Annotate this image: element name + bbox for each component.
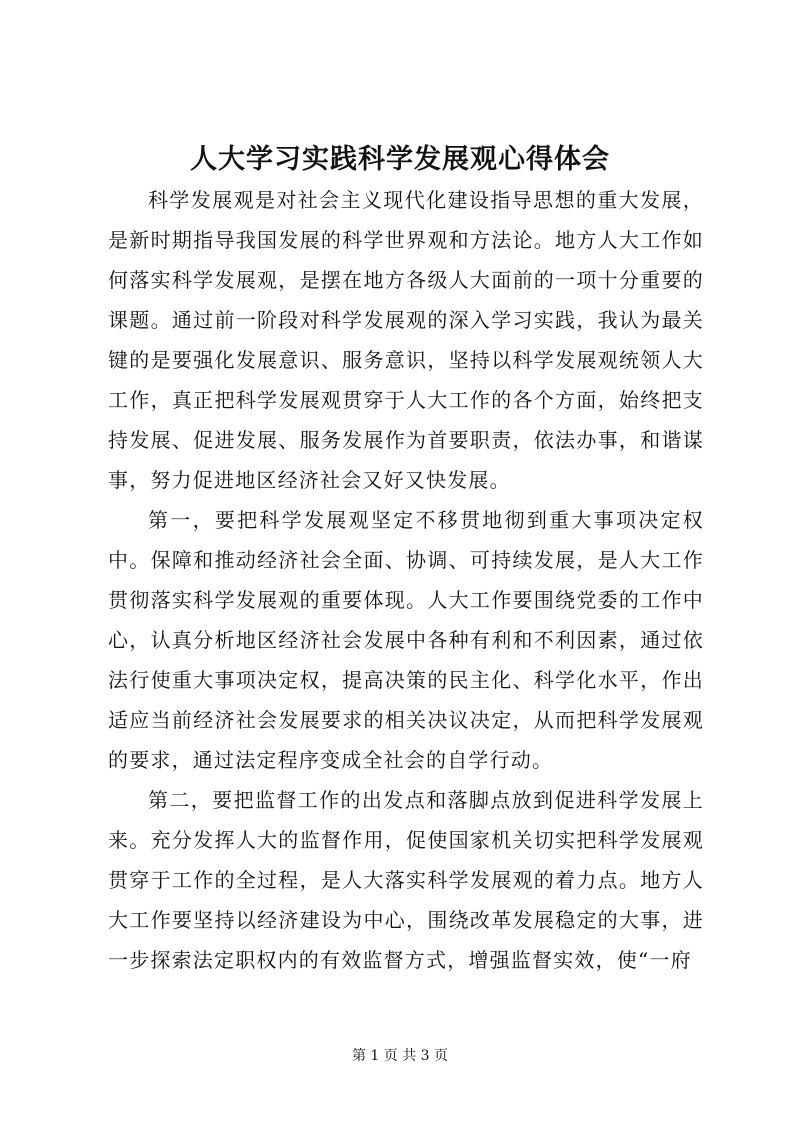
paragraph-intro: 科学发展观是对社会主义现代化建设指导思想的重大发展，是新时期指导我国发展的科学世界观和方法论。地方人大工作如何落实科学发展观，是摆在地方各级人大面前的一项十分重要的课题。通过前一阶段对科学发展观的深入学习实践，我认为最关键的是要强化发展意识、服务意识，坚持以科学发展观统领人大工作，真正把科学发展观贯穿于人大工作的各个方面，始终把支持发展、促进发展、服务发展作为首要职责，依法办事，和谐谋事，努力促进地区经济社会又好又快发展。	[108, 188, 704, 492]
page-title: 人大学习实践科学发展观心得体会	[190, 144, 610, 175]
paragraph-first-point: 第一，要把科学发展观坚定不移贯地彻到重大事项决定权中。保障和推动经济社会全面、协调、可持续发展，是人大工作贯彻落实科学发展观的重要体现。人大工作要围绕党委的工作中心，认真分析地区经济社会发展中各种有利和不利因素，通过依法行使重大事项决定权，提高决策的民主化、科学化水平，作出适应当前经济社会发展要求的相关决议决定，从而把科学发展观的要求，通过法定程序变成全社会的自学行动。	[108, 508, 704, 772]
page-footer: 第 1 页 共 3 页	[351, 1048, 449, 1064]
paragraph-second-point: 第二，要把监督工作的出发点和落脚点放到促进科学发展上来。充分发挥人大的监督作用，促使国家机关切实把科学发展观贯穿于工作的全过程，是人大落实科学发展观的着力点。地方人大工作要坚持以经济建设为中心，围绕改革发展稳定的大事，进一步探索法定职权内的有效监督方式，增强监督实效，使“一府	[108, 788, 704, 972]
document-body	[108, 180, 704, 980]
